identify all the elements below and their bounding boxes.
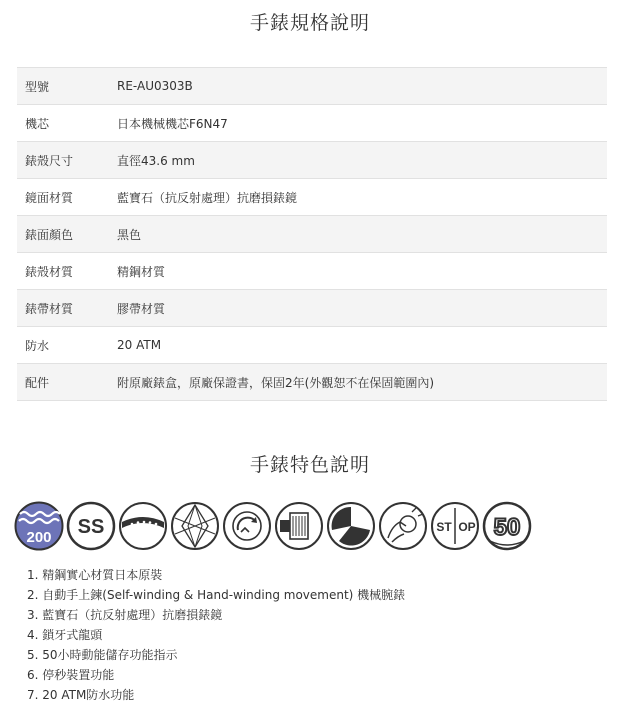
spec-label: 錶帶材質 <box>17 290 117 327</box>
spec-value: 精鋼材質 <box>117 253 607 290</box>
hand-winding-icon <box>380 503 426 549</box>
water-resistance-icon <box>16 503 63 550</box>
screw-down-crown-icon <box>276 503 322 549</box>
spec-value: RE-AU0303B <box>117 68 607 105</box>
spec-value: 黑色 <box>117 216 607 253</box>
spec-value: 附原廠錶盒，原廠保證書，保固2年(外觀恕不在保固範圍內) <box>117 364 607 401</box>
list-item: 3. 藍寶石（抗反射處理）抗磨損錶鏡 <box>27 608 223 622</box>
spec-label: 錶殼材質 <box>17 253 117 290</box>
spec-section-title: 手錶規格說明 <box>249 12 370 34</box>
spec-label: 型號 <box>17 68 117 105</box>
feature-list <box>27 565 405 705</box>
hacking-seconds-icon <box>432 503 478 549</box>
sapphire-crystal-icon <box>172 503 218 549</box>
spec-label: 防水 <box>17 327 117 364</box>
feature-icon-row <box>14 500 534 552</box>
spec-label: 錶殼尺寸 <box>17 142 117 179</box>
fifty-hour-label: 50 <box>493 514 521 541</box>
spec-value: 直徑43.6 mm <box>117 142 607 179</box>
self-winding-icon <box>224 503 270 549</box>
power-reserve-icon <box>328 503 374 549</box>
stainless-steel-label: SS <box>77 516 105 538</box>
list-item: 2. 自動手上鍊(Self-winding & Hand-winding movement) 機械腕錶 <box>27 588 406 602</box>
list-item: 5. 50小時動能儲存功能指示 <box>27 648 178 662</box>
strap-icon <box>120 503 166 549</box>
list-item: 7. 20 ATM防水功能 <box>27 688 135 702</box>
table-row <box>17 290 607 327</box>
spec-value: 日本機械機芯F6N47 <box>117 105 607 142</box>
spec-value: 20 ATM <box>117 327 607 364</box>
list-item: 4. 鎖牙式龍頭 <box>27 628 103 642</box>
spec-value: 膠帶材質 <box>117 290 607 327</box>
list-item: 1. 精鋼實心材質日本原裝 <box>27 568 163 582</box>
stop-label-right: OP <box>458 520 476 534</box>
table-row <box>17 364 607 401</box>
spec-table <box>17 67 607 401</box>
table-row <box>17 179 607 216</box>
table-row <box>17 216 607 253</box>
spec-label: 機芯 <box>17 105 117 142</box>
table-row <box>17 68 607 105</box>
fifty-hour-reserve-icon <box>484 503 530 549</box>
spec-label: 配件 <box>17 364 117 401</box>
water-resistance-label: 200 <box>26 529 52 546</box>
spec-label: 鏡面材質 <box>17 179 117 216</box>
table-row <box>17 253 607 290</box>
feature-section-title: 手錶特色說明 <box>249 454 370 476</box>
table-row <box>17 105 607 142</box>
table-row <box>17 327 607 364</box>
list-item: 6. 停秒裝置功能 <box>27 668 115 682</box>
spec-label: 錶面顏色 <box>17 216 117 253</box>
stop-label-left: ST <box>436 520 452 534</box>
table-row <box>17 142 607 179</box>
spec-value: 藍寶石（抗反射處理）抗磨損錶鏡 <box>117 179 607 216</box>
stainless-steel-icon <box>68 503 114 549</box>
